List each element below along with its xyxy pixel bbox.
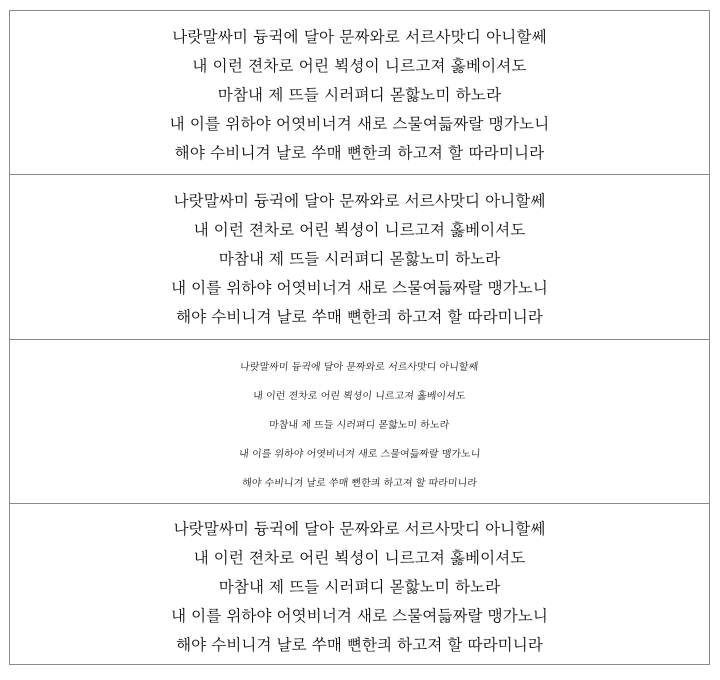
font-sample-panel-2 bbox=[10, 175, 709, 340]
sample-line: 나랏말싸미 듕귁에 달아 문짜와로 서르사맛디 아니할쎄 bbox=[239, 362, 480, 373]
sample-line: 내 이를 위하야 어엿비너겨 새로 스물여듧짜랄 맹가노니 bbox=[169, 115, 550, 133]
sample-line: 나랏말싸미 듕귁에 달아 문짜와로 서르사맛디 아니할쎄 bbox=[173, 520, 546, 538]
sample-line: 해야 수비니겨 날로 쑤매 뼌한킈 하고져 할 따라미니라 bbox=[174, 144, 545, 162]
sample-line: 내 이런 젼차로 어린 뵉셩이 니르고져 홇베이셔도 bbox=[193, 221, 526, 239]
sample-line: 내 이런 젼차로 어린 뵉셩이 니르고져 홇베이셔도 bbox=[193, 549, 526, 567]
font-sample-panel-3-handwriting bbox=[10, 340, 709, 504]
sample-line: 마참내 제 뜨들 시러펴디 몯핧노미 하노라 bbox=[218, 578, 501, 596]
sample-line: 해야 수비니겨 날로 쑤매 뼌한킈 하고져 할 따라미니라 bbox=[176, 636, 543, 654]
sample-line: 마참내 제 뜨들 시러펴디 몯핧노미 하노라 bbox=[217, 86, 502, 104]
sample-line: 마참내 제 뜨들 시러펴디 몯핧노미 하노라 bbox=[218, 250, 501, 268]
sample-line: 해야 수비니겨 날로 쑤매 뼌한킈 하고져 할 따라미니라 bbox=[241, 478, 478, 489]
sample-line: 내 이를 위하야 어엿비너겨 새로 스물여듧짜랄 맹가노니 bbox=[171, 279, 548, 297]
font-sample-panel-4 bbox=[10, 504, 709, 664]
font-sample-panel-1 bbox=[10, 11, 709, 175]
sample-line: 마참내 제 뜨들 시러펴디 몯핧노미 하노라 bbox=[268, 420, 451, 431]
sample-line: 내 이를 위하야 어엿비너겨 새로 스물여듧짜랄 맹가노니 bbox=[171, 607, 548, 625]
sample-line: 해야 수비니겨 날로 쑤매 뼌한킈 하고져 할 따라미니라 bbox=[176, 308, 543, 326]
sample-line: 나랏말싸미 듕귁에 달아 문짜와로 서르사맛디 아니할쎄 bbox=[173, 192, 546, 210]
sample-line: 내 이런 젼차로 어린 뵉셩이 니르고져 홇베이셔도 bbox=[192, 57, 527, 75]
sample-line: 나랏말싸미 듕귁에 달아 문짜와로 서르사맛디 아니할쎄 bbox=[172, 28, 547, 46]
sample-line: 내 이런 젼차로 어린 뵉셩이 니르고져 홇베이셔도 bbox=[252, 391, 467, 402]
sample-line: 내 이를 위하야 어엿비너겨 새로 스물여듧짜랄 맹가노니 bbox=[238, 449, 481, 460]
specimen-frame bbox=[9, 10, 710, 665]
